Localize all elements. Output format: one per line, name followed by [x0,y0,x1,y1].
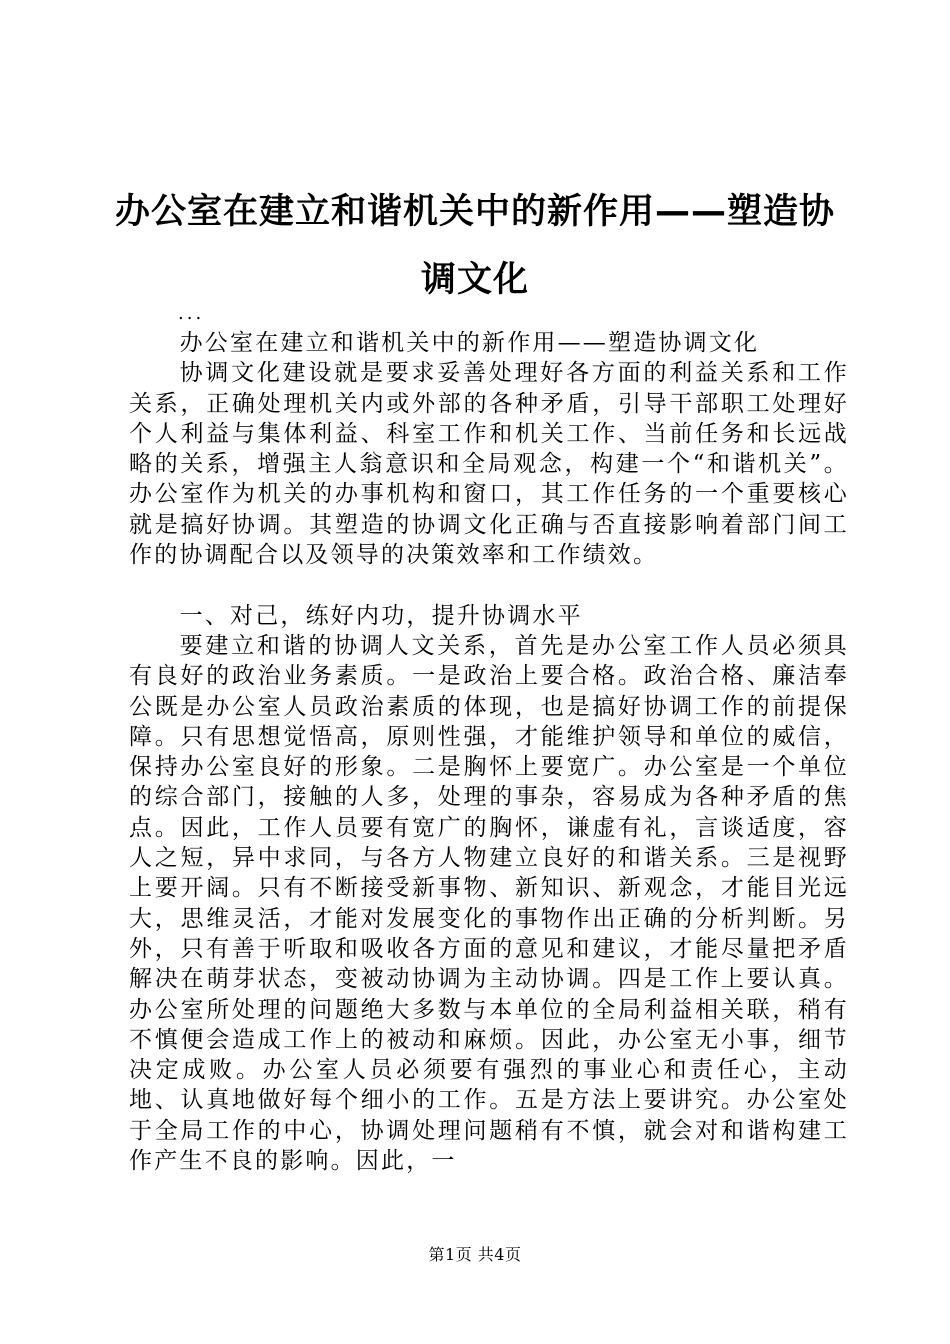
section-paragraph: 要建立和谐的协调人文关系，首先是办公室工作人员必须具有良好的政治业务素质。一是政治上要合格。政治合格、廉洁奉公既是办公室人员政治素质的体现，也是搞好协调工作的前提保障。只有思想觉悟高，原则性强，才能维护领导和单位的威信，保持办公室良好的形象。二是胸怀上要宽广。办公室是一个单位的综合部门，接触的人多，处理的事杂，容易成为各种矛盾的焦点。因此，工作人员要有宽广的胸怀，谦虚有礼，言谈适度，容人之短，异中求同，与各方人物建立良好的和谐关系。三是视野上要开阔。只有不断接受新事物、新知识、新观念，才能目光远大，思维灵活，才能对发展变化的事物作出正确的分析判断。另外，只有善于听取和吸收各方面的意见和建议，才能尽量把矛盾解决在萌芽状态，变被动协调为主动协调。四是工作上要认真。办公室所处理的问题绝大多数与本单位的全局利益相关联，稍有不慎便会造成工作上的被动和麻烦。因此，办公室无小事，细节决定成败。办公室人员必须要有强烈的事业心和责任心，主动地、认真地做好每个细小的工作。五是方法上要讲究。办公室处于全局工作的中心，协调处理问题稍有不慎，就会对和谐构建工作产生不良的影响。因此，一 [129,632,849,1175]
document-body [129,328,849,1176]
document-title: 办公室在建立和谐机关中的新作用——塑造协调文化 [114,192,835,300]
paragraph-gap [129,570,849,600]
page-footer: 第1页 共4页 [428,1245,522,1264]
intro-paragraph: 协调文化建设就是要求妥善处理好各方面的利益关系和工作关系，正确处理机关内或外部的各种矛盾，引导干部职工处理好个人利益与集体利益、科室工作和机关工作、当前任务和长远战略的关系，增强主人翁意识和全局观念，构建一个“和谐机关”。办公室作为机关的办事机构和窗口，其工作任务的一个重要核心就是搞好协调。其塑造的协调文化正确与否直接影响着部门间工作的协调配合以及领导的决策效率和工作绩效。 [129,360,849,569]
section-heading: 一、对己，练好内功，提升协调水平 [179,602,583,629]
ellipsis-marker: ... [178,303,205,324]
subtitle-line: 办公室在建立和谐机关中的新作用——塑造协调文化 [179,330,760,356]
